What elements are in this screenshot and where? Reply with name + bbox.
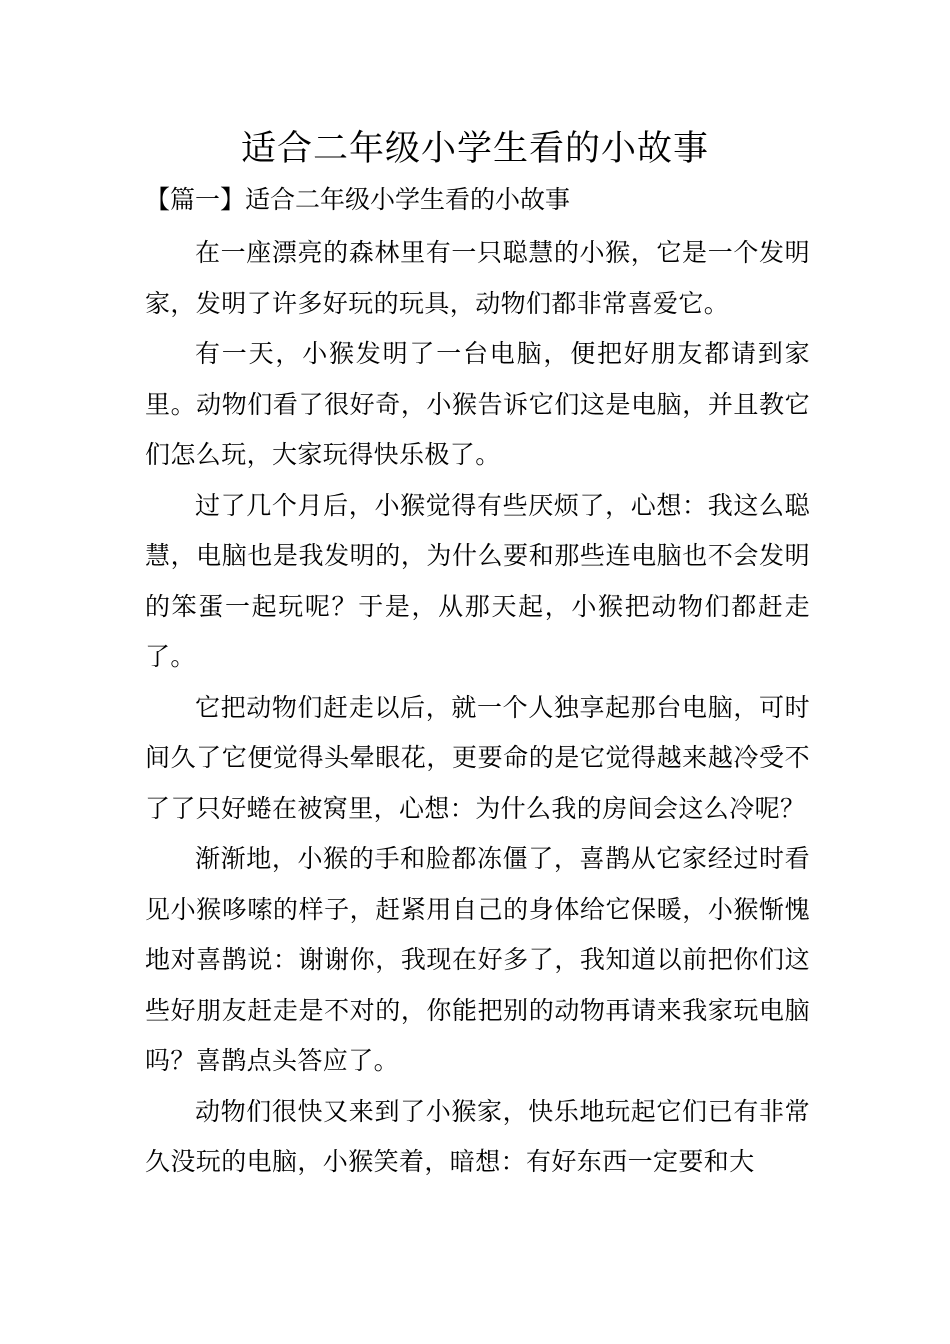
paragraph-1: 在一座漂亮的森林里有一只聪慧的小猴，它是一个发明家，发明了许多好玩的玩具，动物们都非常喜爱它。 bbox=[145, 238, 810, 318]
paragraph-5: 渐渐地，小猴的手和脸都冻僵了，喜鹊从它家经过时看见小猴哆嗦的样子，赶紧用自己的身体给它保暖，小猴惭愧地对喜鹊说：谢谢你，我现在好多了，我知道以前把你们这些好朋友赶走是不对的，你能把别的动物再请来我家玩电脑吗？喜鹊点头答应了。 bbox=[145, 844, 810, 1075]
story-body bbox=[145, 228, 810, 1188]
paragraph-6: 动物们很快又来到了小猴家，快乐地玩起它们已有非常久没玩的电脑，小猴笑着，暗想：有好东西一定要和大 bbox=[145, 1096, 810, 1176]
document-title: 适合二年级小学生看的小故事 bbox=[240, 129, 709, 169]
section-heading: 【篇一】适合二年级小学生看的小故事 bbox=[145, 185, 571, 214]
paragraph-4: 它把动物们赶走以后，就一个人独享起那台电脑，可时间久了它便觉得头晕眼花，更要命的是它觉得越来越冷受不了了只好蜷在被窝里，心想：为什么我的房间会这么冷呢？ bbox=[145, 692, 810, 823]
paragraph-3: 过了几个月后，小猴觉得有些厌烦了，心想：我这么聪慧，电脑也是我发明的，为什么要和那些连电脑也不会发明的笨蛋一起玩呢？于是，从那天起，小猴把动物们都赶走了。 bbox=[145, 490, 810, 671]
paragraph-2: 有一天，小猴发明了一台电脑，便把好朋友都请到家里。动物们看了很好奇，小猴告诉它们这是电脑，并且教它们怎么玩，大家玩得快乐极了。 bbox=[145, 339, 810, 469]
